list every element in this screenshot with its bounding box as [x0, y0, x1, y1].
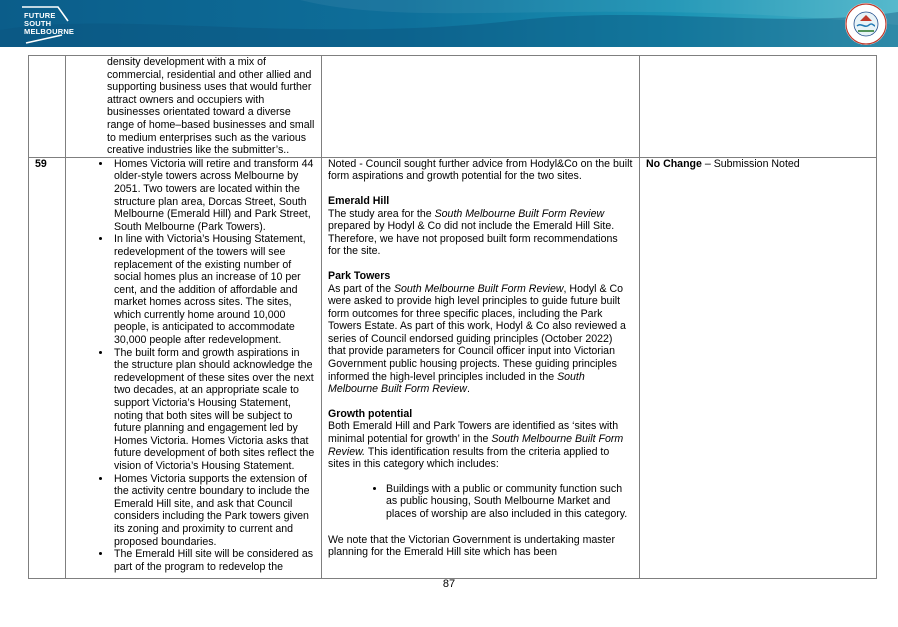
submission-number: 59: [29, 157, 66, 578]
table-row: [29, 157, 877, 578]
submission-number-cell: [29, 56, 66, 158]
submission-bullet: • Homes Victoria will retire and transform 44 older-style towers across Melbourne by 2051. Two towers are located within the structure plan area, Dorcas Street, South Melbourne (Emerald Hill) and Park Street, South Melbourne (Park Towers).: [112, 158, 315, 234]
text-run: This identification results from the criteria applied to sites in this category which includes:: [328, 445, 610, 471]
text-run: .: [466, 383, 470, 396]
criteria-bullet: • Buildings with a public or community function such as public housing, South Melbourne Market and places of worship are also included in this category.: [386, 483, 633, 521]
outcome-status: No Change: [646, 157, 702, 170]
submission-text-cell: [66, 157, 322, 578]
park-towers-heading: Park Towers: [328, 269, 391, 282]
logo-line: FUTURE: [24, 11, 56, 20]
growth-potential-heading: Growth potential: [328, 407, 413, 420]
city-of-port-phillip-seal-icon: [844, 2, 888, 46]
text-run: As part of the: [328, 282, 394, 295]
response-cell: [322, 157, 640, 578]
table-row: [29, 56, 877, 158]
emerald-hill-heading: Emerald Hill: [328, 194, 390, 207]
logo-line: SOUTH: [24, 19, 52, 28]
document-title: South Melbourne Built Form Review.: [328, 433, 624, 458]
submission-bullet: • In line with Victoria’s Housing Statement, redevelopment of the towers will see replacement of the existing number of social homes plus an increase of 10 per cent, and the addition of affordable and market homes across sites. The sites, which currently home around 10,000 people, is anticipated to accommodate 30,000 people after redevelopment.: [112, 233, 315, 346]
response-closing: We note that the Victorian Government is undertaking master planning for the Emerald Hill site which has been: [328, 533, 615, 559]
header-wave-graphic: [0, 0, 898, 47]
document-title: South Melbourne Built Form Review: [434, 207, 605, 220]
page-number: 87: [442, 578, 456, 590]
logo-line: MELBOURNE: [24, 27, 75, 36]
submission-continued-text: density development with a mix of commercial, residential and other allied and supporting business uses that would further attract owners and occupiers with businesses orientated toward a diverse range of home–based businesses and small to medium enterprises such as the various creative industries like the submitter’s..: [107, 56, 315, 157]
response-intro: Noted - Council sought further advice from Hodyl&Co on the built form aspirations and growth potential for the two sites.: [328, 157, 633, 183]
submission-bullet: • The built form and growth aspirations in the structure plan should acknowledge the redevelopment of these sites over the next two decades, at an appropriate scale to support Victoria’s Housing Statement, noting that both sites will be subject to future planning and engagement led by Homes Victoria. Homes Victoria asks that future development of both sites reflect the vision of Victoria’s Housing Statement.: [112, 347, 315, 473]
response-cell: [322, 56, 640, 158]
criteria-bullet-list: [328, 483, 633, 521]
text-run: The study area for the: [328, 207, 435, 220]
document-title: South Melbourne Built Form Review: [393, 282, 564, 295]
growth-potential-paragraph: [328, 420, 633, 470]
text-run: Both Emerald Hill and Park Towers are identified as ‘sites with minimal potential for growth’ in the: [328, 420, 619, 446]
outcome-cell: [640, 56, 877, 158]
submission-bullet: • Homes Victoria supports the extension of the activity centre boundary to include the Emerald Hill site, and ask that Council considers including the Park towers given its zoning and proximity to current and proposed boundaries.: [112, 473, 315, 549]
document-title: South Melbourne Built Form Review: [328, 370, 585, 396]
submission-text-cell: [66, 56, 322, 158]
future-south-melbourne-logo-text: [24, 12, 74, 36]
text-run: prepared by Hodyl & Co did not include the Emerald Hill Site. Therefore, we have not proposed built form recommendations for the site.: [328, 220, 618, 258]
outcome-note: – Submission Noted: [701, 157, 800, 170]
outcome-cell: [640, 157, 877, 578]
submissions-table: [28, 55, 877, 579]
text-run: , Hodyl & Co were asked to provide high level principles to guide future built form outcomes for three specific places, including the Park Towers Estate. As part of this work, Hodyl & Co also reviewed a series of Council endorsed guiding principles (October 2022) that provide parameters for Council officer input into Victorian Government public housing projects. These guiding principles informed the high-level principles included in the: [328, 282, 626, 383]
park-towers-paragraph: [328, 283, 633, 396]
page-header-banner: [0, 0, 898, 47]
submission-bullet: • The Emerald Hill site will be considered as part of the program to redevelop the: [112, 548, 315, 573]
emerald-hill-paragraph: [328, 208, 633, 258]
submission-bullet-list: [72, 158, 315, 574]
